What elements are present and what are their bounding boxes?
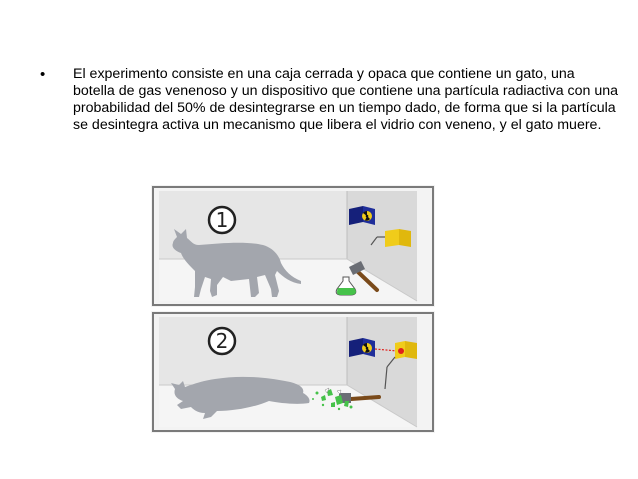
panel-2-number-badge (209, 328, 235, 354)
panel-2 (151, 311, 435, 433)
panel-1-number: 1 (215, 208, 229, 232)
schrodinger-cat-illustration (151, 185, 435, 433)
panel-1-number-badge (209, 207, 235, 233)
radiation-source-box (349, 206, 375, 225)
panel-1 (151, 185, 435, 307)
experiment-description: El experimento consiste en una caja cerrada y opaca que contiene un gato, una botella de gas venenoso y un dispositivo que contiene una partícula radiactiva con una probabilidad del 50% de desintegrarse en un tiempo dado, de forma que si la partícula se desintegra activa un mecanismo que libera el vidrio con veneno, y el gato muere. (73, 66, 619, 133)
radiation-source-box-2 (349, 338, 375, 357)
bullet-symbol: • (40, 66, 46, 83)
panel-2-number: 2 (215, 329, 229, 353)
